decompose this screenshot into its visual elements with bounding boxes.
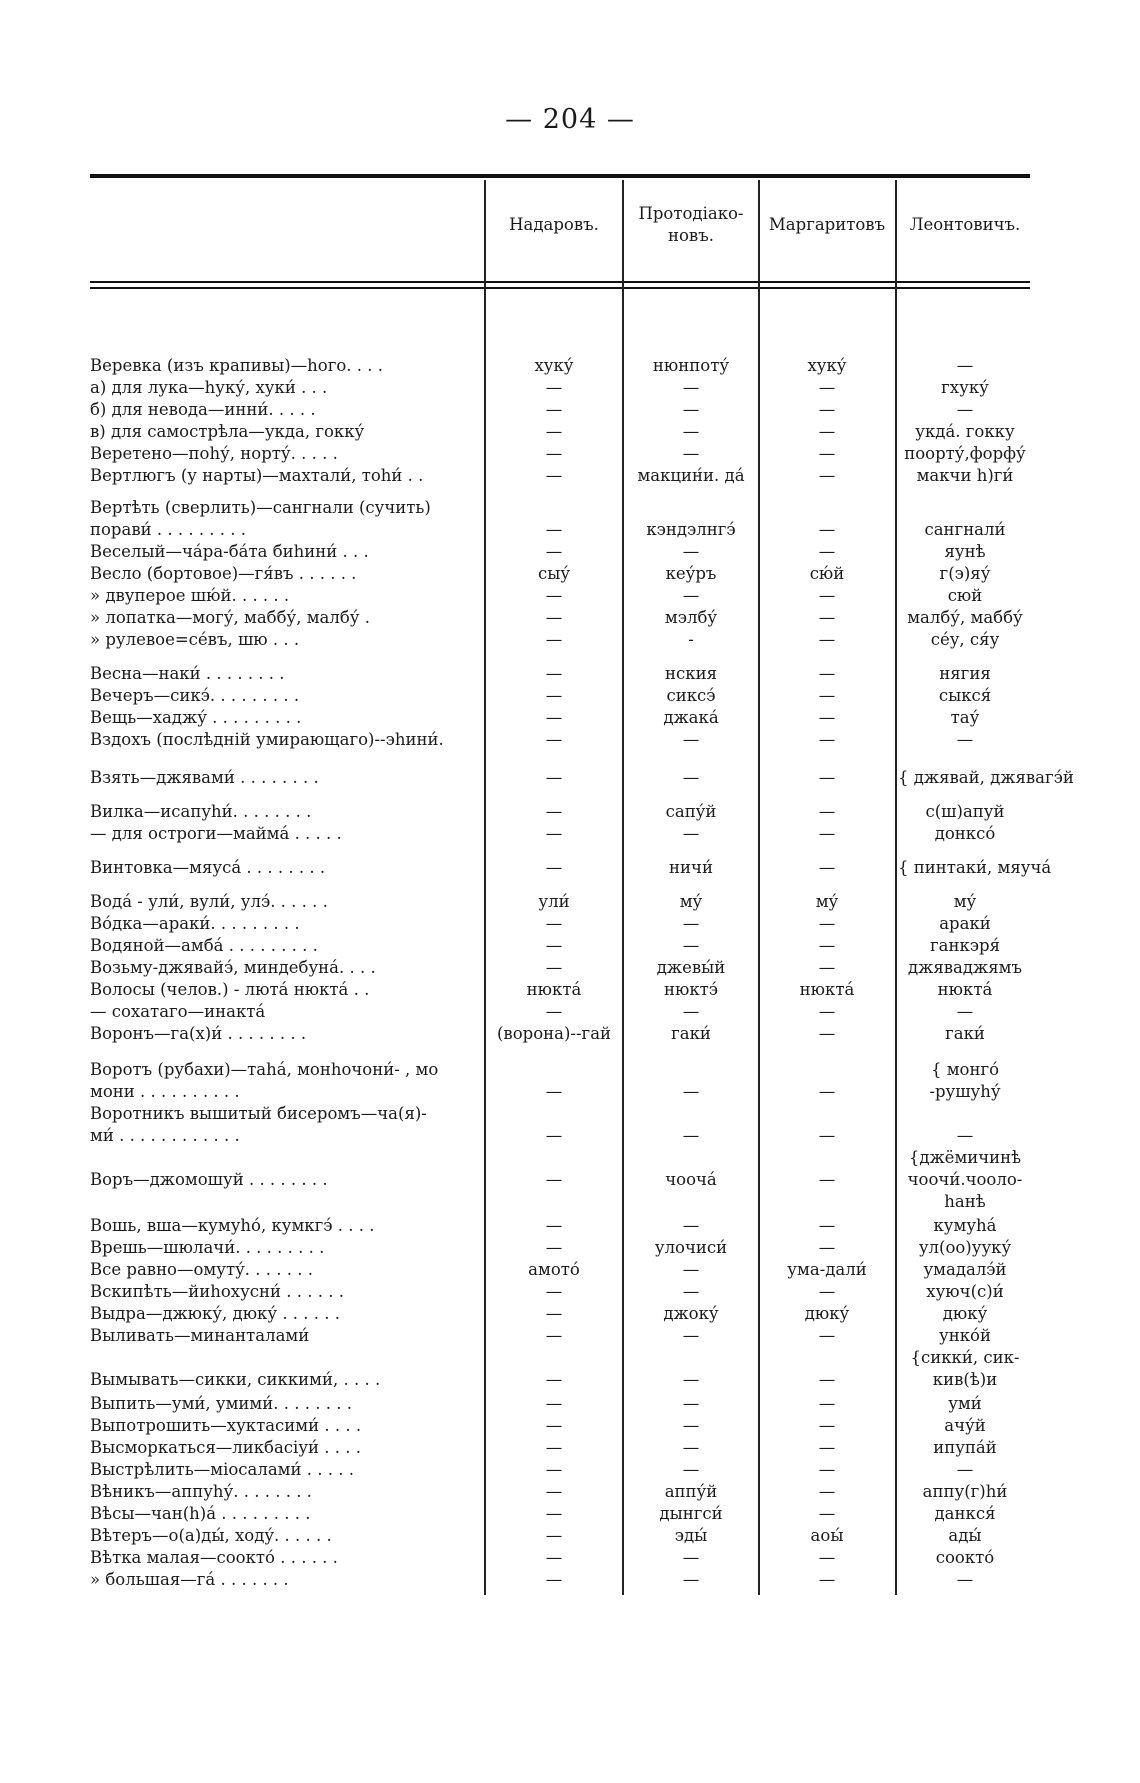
entry-term: Вѣсы—чан(h)á . . . . . . . . . <box>90 1504 311 1523</box>
table-row <box>0 1525 1140 1547</box>
table-header <box>0 195 1140 275</box>
protodiakonov-cell: сиксэ́ <box>666 686 716 705</box>
margaritov-cell: — <box>818 608 836 627</box>
protodiakonov-cell: — <box>682 824 700 843</box>
leontovich-cell: сангнали́ <box>924 520 1006 539</box>
table-row <box>0 497 1140 519</box>
table-row <box>0 707 1140 729</box>
leontovich-cell: малбу́, маббу́ <box>907 608 1023 627</box>
table-row <box>0 443 1140 465</box>
entry-term: — сохатаго—инактá <box>90 1002 266 1021</box>
entry-term: мони . . . . . . . . . . <box>90 1082 240 1101</box>
column-header-margaritov: Маргаритовъ <box>768 215 886 234</box>
column-header-nadarov: Надаровъ. <box>509 215 599 234</box>
table-row <box>0 729 1140 751</box>
nadarov-cell: — <box>545 542 563 561</box>
margaritov-cell: — <box>818 708 836 727</box>
margaritov-cell: — <box>818 1460 836 1479</box>
entry-term: Выпотрошить—хуктасими́ . . . . <box>90 1416 362 1435</box>
protodiakonov-cell: — <box>682 1416 700 1435</box>
nadarov-cell: — <box>545 1416 563 1435</box>
margaritov-cell: — <box>818 664 836 683</box>
entry-term: Вечеръ—сикэ́. . . . . . . . . <box>90 686 300 705</box>
entry-term: Вошь, вша—кумуhо́, кумкгэ́ . . . . <box>90 1216 375 1235</box>
entry-term: Воронъ—га(х)и́ . . . . . . . . <box>90 1024 307 1043</box>
protodiakonov-cell: — <box>682 768 700 787</box>
margaritov-cell: — <box>818 1370 836 1389</box>
leontovich-cell: поорту́,форфу́ <box>904 444 1026 463</box>
header-rule-double <box>90 287 1030 289</box>
margaritov-cell: — <box>818 1482 836 1501</box>
protodiakonov-cell: — <box>682 1548 700 1567</box>
protodiakonov-cell: нския <box>665 664 717 683</box>
leontovich-cell: {сикки́, сик- <box>910 1348 1020 1367</box>
leontovich-cell: с(ш)апуй <box>925 802 1005 821</box>
entry-term: в) для самострѣла—укда, гокку́ <box>90 422 365 441</box>
leontovich-cell: — <box>956 1570 974 1589</box>
table-row <box>0 1437 1140 1459</box>
margaritov-cell: — <box>818 1394 836 1413</box>
leontovich-cell: макчи h)ги́ <box>916 466 1014 485</box>
protodiakonov-cell: сапу́й <box>665 802 717 821</box>
nadarov-cell: — <box>545 664 563 683</box>
nadarov-cell: — <box>545 1304 563 1323</box>
protodiakonov-cell: джоку́ <box>663 1304 719 1323</box>
nadarov-cell: — <box>545 1170 563 1189</box>
leontovich-cell: кив(ѣ)и <box>932 1370 998 1389</box>
table-row <box>0 399 1140 421</box>
leontovich-cell: — <box>956 1126 974 1145</box>
protodiakonov-cell: — <box>682 400 700 419</box>
table-row <box>0 1393 1140 1415</box>
leontovich-cell: ипупа́й <box>933 1438 997 1457</box>
leontovich-cell: ул(оо)ууку́ <box>918 1238 1012 1257</box>
leontovich-cell: { джявай, джявагэ́й <box>898 768 1074 787</box>
margaritov-cell: — <box>818 1570 836 1589</box>
margaritov-cell: — <box>818 586 836 605</box>
entry-term: Все равно—омуту́. . . . . . . <box>90 1260 313 1279</box>
table-row <box>0 1303 1140 1325</box>
protodiakonov-cell: — <box>682 1394 700 1413</box>
nadarov-cell: — <box>545 1126 563 1145</box>
table-row <box>0 979 1140 1001</box>
table-row <box>0 1481 1140 1503</box>
nadarov-cell: — <box>545 1082 563 1101</box>
margaritov-cell: — <box>818 824 836 843</box>
entry-term: Вѣникъ—аппуhу́. . . . . . . . <box>90 1482 312 1501</box>
leontovich-cell: сыкся́ <box>938 686 992 705</box>
protodiakonov-cell: кеу́ръ <box>665 564 717 583</box>
table-row <box>0 1147 1140 1169</box>
entry-term: Выпить—уми́, умими́. . . . . . . . <box>90 1394 352 1413</box>
entry-term: Вѣтка малая—соокто́ . . . . . . <box>90 1548 338 1567</box>
nadarov-cell: — <box>545 400 563 419</box>
nadarov-cell: — <box>545 958 563 977</box>
table-row <box>0 857 1140 879</box>
protodiakonov-cell: — <box>682 422 700 441</box>
leontovich-cell: — <box>956 356 974 375</box>
entry-term: » двуперое шю́й. . . . . . <box>90 586 290 605</box>
entry-term: Водá - ули́, вули́, улэ́. . . . . . <box>90 892 328 911</box>
protodiakonov-cell: — <box>682 1126 700 1145</box>
leontovich-cell: {джёмичинѣ <box>908 1148 1022 1167</box>
protodiakonov-cell: нюктэ́ <box>663 980 719 999</box>
leontovich-cell: г(э)яу́ <box>939 564 991 583</box>
table-row <box>0 1503 1140 1525</box>
margaritov-cell: дюку́ <box>804 1304 850 1323</box>
table-row <box>0 629 1140 651</box>
protodiakonov-cell: чоочá <box>665 1170 717 1189</box>
table-row <box>0 1191 1140 1213</box>
table-row <box>0 823 1140 845</box>
column-header-leontovich: Леонтовичъ. <box>909 215 1021 234</box>
entry-term: Вздохъ (послѣдній умирающаго)--эhини́. <box>90 730 444 749</box>
entry-term: Водяной—амбá . . . . . . . . . <box>90 936 318 955</box>
entry-term: Вертѣть (сверлить)—сангнали (сучить) <box>90 498 431 517</box>
nadarov-cell: — <box>545 444 563 463</box>
leontovich-cell: унко́й <box>939 1326 991 1345</box>
table-row <box>0 913 1140 935</box>
entry-term: Веревка (изъ крапивы)—hого. . . . <box>90 356 383 375</box>
leontovich-cell: нюктá <box>937 980 993 999</box>
table-row <box>0 421 1140 443</box>
margaritov-cell: — <box>818 730 836 749</box>
margaritov-cell: нюктá <box>799 980 855 999</box>
nadarov-cell: — <box>545 1526 563 1545</box>
table-row <box>0 1547 1140 1569</box>
entry-term: Вертлюгъ (у нарты)—махтали́, тоhи́ . . <box>90 466 424 485</box>
leontovich-cell: сюй <box>947 586 983 605</box>
table-row <box>0 891 1140 913</box>
nadarov-cell: — <box>545 858 563 877</box>
protodiakonov-cell: — <box>682 1260 700 1279</box>
protodiakonov-cell: эды́ <box>674 1526 708 1545</box>
margaritov-cell: — <box>818 1282 836 1301</box>
nadarov-cell: — <box>545 1482 563 1501</box>
margaritov-cell: — <box>818 1002 836 1021</box>
entry-term: — для остроги—маймá . . . . . <box>90 824 342 843</box>
table-row <box>0 355 1140 377</box>
leontovich-cell: гхуку́ <box>941 378 989 397</box>
leontovich-cell: араки́ <box>939 914 991 933</box>
leontovich-cell: кумуhá <box>933 1216 997 1235</box>
nadarov-cell: — <box>545 768 563 787</box>
protodiakonov-cell: гаки́ <box>671 1024 711 1043</box>
entry-term: Веселый—ча́ра-ба́та биhини́ . . . <box>90 542 369 561</box>
table-row <box>0 935 1140 957</box>
table-row <box>0 1023 1140 1045</box>
margaritov-cell: хуку́ <box>807 356 847 375</box>
nadarov-cell: — <box>545 630 563 649</box>
leontovich-cell: ачу́й <box>944 1416 986 1435</box>
margaritov-cell: — <box>818 1438 836 1457</box>
header-rule <box>90 281 1030 283</box>
nadarov-cell: хуку́ <box>534 356 574 375</box>
nadarov-cell: — <box>545 378 563 397</box>
entry-term: » лопатка—могу́, маббу́, малбу́ . <box>90 608 371 627</box>
entry-term: Вскипѣть—йиhохусни́ . . . . . . <box>90 1282 344 1301</box>
entry-term: а) для лука—hуку́, хуки́ . . . <box>90 378 328 397</box>
table-row <box>0 607 1140 629</box>
nadarov-cell: — <box>545 1504 563 1523</box>
margaritov-cell: — <box>818 1126 836 1145</box>
nadarov-cell: — <box>545 422 563 441</box>
protodiakonov-cell: дынгси́ <box>659 1504 723 1523</box>
entry-term: Вѣтеръ—о(а)ды́, ходу́. . . . . . <box>90 1526 332 1545</box>
protodiakonov-cell: джевы́й <box>656 958 726 977</box>
entry-term: Возьму-джявайэ́, миндебунá. . . . <box>90 958 376 977</box>
entry-term: ми́ . . . . . . . . . . . . <box>90 1126 240 1145</box>
entry-term: Воротъ (рубахи)—таhá, монhочони́- , мо <box>90 1060 439 1079</box>
leontovich-cell: гаки́ <box>945 1024 985 1043</box>
protodiakonov-cell: — <box>682 378 700 397</box>
nadarov-cell: — <box>545 586 563 605</box>
table-row <box>0 1259 1140 1281</box>
protodiakonov-cell: мэлбу́ <box>664 608 718 627</box>
margaritov-cell: — <box>818 630 836 649</box>
leontovich-cell: — <box>956 400 974 419</box>
protodiakonov-cell: макцин́и. да́ <box>637 466 745 485</box>
nadarov-cell: амото́ <box>528 1260 580 1279</box>
leontovich-cell: хуюч(с)и́ <box>926 1282 1004 1301</box>
protodiakonov-cell: му́ <box>679 892 703 911</box>
leontovich-cell: чоочи́.чооло- <box>907 1170 1023 1189</box>
table-row <box>0 1081 1140 1103</box>
entry-term: Воръ—джомошуй . . . . . . . . <box>90 1170 328 1189</box>
entry-term: Выдра—джюку́, дюку́ . . . . . . <box>90 1304 341 1323</box>
nadarov-cell: — <box>545 824 563 843</box>
leontovich-cell: донксо́ <box>934 824 996 843</box>
nadarov-cell: — <box>545 608 563 627</box>
leontovich-cell: аппу(г)hи́ <box>922 1482 1008 1501</box>
protodiakonov-cell: аппу́й <box>664 1482 718 1501</box>
top-rule <box>90 174 1030 178</box>
table-row <box>0 1125 1140 1147</box>
protodiakonov-cell: улочиси́ <box>654 1238 728 1257</box>
margaritov-cell: — <box>818 858 836 877</box>
leontovich-cell: тау́ <box>950 708 980 727</box>
margaritov-cell: — <box>818 400 836 419</box>
leontovich-cell: { монго́ <box>930 1060 1000 1079</box>
protodiakonov-cell: ничи́ <box>669 858 713 877</box>
table-row <box>0 465 1140 487</box>
leontovich-cell: яунѣ <box>944 542 986 561</box>
protodiakonov-cell: — <box>682 1002 700 1021</box>
nadarov-cell: — <box>545 802 563 821</box>
protodiakonov-cell: кэндэлнгэ́ <box>646 520 736 539</box>
table-row <box>0 1103 1140 1125</box>
protodiakonov-cell: — <box>682 730 700 749</box>
table-row <box>0 563 1140 585</box>
leontovich-cell: данкся́ <box>934 1504 996 1523</box>
table-row <box>0 1001 1140 1023</box>
nadarov-cell: — <box>545 1460 563 1479</box>
entry-term: Вилка—исапуhи́. . . . . . . . <box>90 802 312 821</box>
nadarov-cell: — <box>545 1394 563 1413</box>
table-row <box>0 685 1140 707</box>
margaritov-cell: — <box>818 520 836 539</box>
entry-term: Выливать—минанталами́ <box>90 1326 310 1345</box>
column-header-protodiakonov: Протодіако- новъ. <box>638 204 744 245</box>
leontovich-cell: ады́ <box>948 1526 982 1545</box>
margaritov-cell: — <box>818 1082 836 1101</box>
margaritov-cell: — <box>818 1170 836 1189</box>
nadarov-cell: нюктá <box>526 980 582 999</box>
leontovich-cell: нягия <box>939 664 991 683</box>
protodiakonov-cell: нюнпоту́ <box>652 356 730 375</box>
nadarov-cell: — <box>545 936 563 955</box>
nadarov-cell: — <box>545 1216 563 1235</box>
leontovich-cell: — <box>956 730 974 749</box>
protodiakonov-cell: — <box>682 1460 700 1479</box>
margaritov-cell: — <box>818 466 836 485</box>
leontovich-cell: соокто́ <box>935 1548 995 1567</box>
leontovich-cell: — <box>956 1002 974 1021</box>
protodiakonov-cell: - <box>688 630 694 649</box>
table-row <box>0 519 1140 541</box>
nadarov-cell: — <box>545 1548 563 1567</box>
margaritov-cell: — <box>818 1416 836 1435</box>
protodiakonov-cell: — <box>682 444 700 463</box>
table-row <box>0 585 1140 607</box>
table-row <box>0 1415 1140 1437</box>
table-row <box>0 1281 1140 1303</box>
table-row <box>0 1369 1140 1391</box>
entry-term: Винтовка—мяусá . . . . . . . . <box>90 858 326 877</box>
table-row <box>0 1569 1140 1591</box>
margaritov-cell: — <box>818 936 836 955</box>
entry-term: Весна—наки́ . . . . . . . . <box>90 664 285 683</box>
margaritov-cell: аоы́ <box>810 1526 844 1545</box>
entry-term: Вымывать—сикки, сиккими́, . . . . <box>90 1370 381 1389</box>
protodiakonov-cell: — <box>682 1082 700 1101</box>
leontovich-cell: укда́. гокку <box>915 422 1015 441</box>
leontovich-cell: hанѣ <box>944 1192 986 1211</box>
entry-term: Волосы (челов.) - лютá нюктá . . <box>90 980 370 999</box>
nadarov-cell: сыу́ <box>537 564 571 583</box>
leontovich-cell: джяваджямъ <box>908 958 1022 977</box>
nadarov-cell: ули́ <box>538 892 570 911</box>
nadarov-cell: — <box>545 708 563 727</box>
entry-term: Взять—джявами́ . . . . . . . . <box>90 768 319 787</box>
margaritov-cell: — <box>818 686 836 705</box>
margaritov-cell: — <box>818 378 836 397</box>
leontovich-cell: — <box>956 1460 974 1479</box>
leontovich-cell: уми́ <box>948 1394 982 1413</box>
margaritov-cell: — <box>818 768 836 787</box>
table-row <box>0 1169 1140 1191</box>
entry-term: Во́дка—араки́. . . . . . . . . <box>90 914 300 933</box>
entry-term: Высморкаться—ликбасіуи́ . . . . <box>90 1438 361 1457</box>
protodiakonov-cell: — <box>682 542 700 561</box>
protodiakonov-cell: — <box>682 914 700 933</box>
margaritov-cell: — <box>818 422 836 441</box>
leontovich-cell: му́ <box>953 892 977 911</box>
page-number: — 204 — <box>505 104 635 135</box>
protodiakonov-cell: — <box>682 1438 700 1457</box>
leontovich-cell: { пинтаки́, мяучá <box>898 858 1052 877</box>
nadarov-cell: — <box>545 686 563 705</box>
entry-term: Врешь—шюлачи́. . . . . . . . . <box>90 1238 325 1257</box>
table-row <box>0 1347 1140 1369</box>
nadarov-cell: (ворона)--гай <box>496 1024 612 1043</box>
table-row <box>0 1215 1140 1237</box>
leontovich-cell: се́у, ся́у <box>930 630 1000 649</box>
nadarov-cell: — <box>545 1438 563 1457</box>
table-row <box>0 957 1140 979</box>
nadarov-cell: — <box>545 914 563 933</box>
nadarov-cell: — <box>545 1002 563 1021</box>
entry-term: порави́ . . . . . . . . . <box>90 520 247 539</box>
entry-term: б) для невода—инни́. . . . . <box>90 400 316 419</box>
table-row <box>0 377 1140 399</box>
leontovich-cell: -рушуhу́ <box>929 1082 1001 1101</box>
margaritov-cell: — <box>818 1326 836 1345</box>
entry-term: » большая—гá . . . . . . . <box>90 1570 289 1589</box>
entry-term: Вещь—хаджу́ . . . . . . . . . <box>90 708 302 727</box>
protodiakonov-cell: джака́ <box>663 708 719 727</box>
table-row <box>0 541 1140 563</box>
table-row <box>0 1459 1140 1481</box>
table-row <box>0 1059 1140 1081</box>
protodiakonov-cell: — <box>682 1570 700 1589</box>
nadarov-cell: — <box>545 730 563 749</box>
margaritov-cell: — <box>818 1548 836 1567</box>
leontovich-cell: ганкэря́ <box>929 936 1000 955</box>
margaritov-cell: — <box>818 1024 836 1043</box>
margaritov-cell: — <box>818 444 836 463</box>
margaritov-cell: — <box>818 802 836 821</box>
margaritov-cell: сю́й <box>809 564 845 583</box>
table-row <box>0 767 1140 789</box>
protodiakonov-cell: — <box>682 1326 700 1345</box>
nadarov-cell: — <box>545 466 563 485</box>
entry-term: Воротникъ вышитый бисеромъ—ча(я)- <box>90 1104 427 1123</box>
margaritov-cell: — <box>818 958 836 977</box>
margaritov-cell: — <box>818 1504 836 1523</box>
entry-term: Выстрѣлить—міосалами́ . . . . . <box>90 1460 354 1479</box>
margaritov-cell: му́ <box>815 892 839 911</box>
protodiakonov-cell: — <box>682 1370 700 1389</box>
margaritov-cell: — <box>818 914 836 933</box>
margaritov-cell: — <box>818 1238 836 1257</box>
table-row <box>0 801 1140 823</box>
table-row <box>0 1237 1140 1259</box>
protodiakonov-cell: — <box>682 586 700 605</box>
entry-term: Весло (бортовое)—гя́въ . . . . . . <box>90 564 357 583</box>
margaritov-cell: ума-дали́ <box>787 1260 867 1279</box>
nadarov-cell: — <box>545 1238 563 1257</box>
margaritov-cell: — <box>818 542 836 561</box>
nadarov-cell: — <box>545 1370 563 1389</box>
table-row <box>0 663 1140 685</box>
protodiakonov-cell: — <box>682 936 700 955</box>
nadarov-cell: — <box>545 520 563 539</box>
nadarov-cell: — <box>545 1282 563 1301</box>
leontovich-cell: умадалэ́й <box>923 1260 1007 1279</box>
protodiakonov-cell: — <box>682 1282 700 1301</box>
entry-term: Веретено—поhу́, норту́. . . . . <box>90 444 338 463</box>
nadarov-cell: — <box>545 1326 563 1345</box>
nadarov-cell: — <box>545 1570 563 1589</box>
table-row <box>0 1325 1140 1347</box>
leontovich-cell: дюку́ <box>942 1304 988 1323</box>
margaritov-cell: — <box>818 1216 836 1235</box>
entry-term: » рулевое=се́въ, шю . . . <box>90 630 300 649</box>
protodiakonov-cell: — <box>682 1216 700 1235</box>
